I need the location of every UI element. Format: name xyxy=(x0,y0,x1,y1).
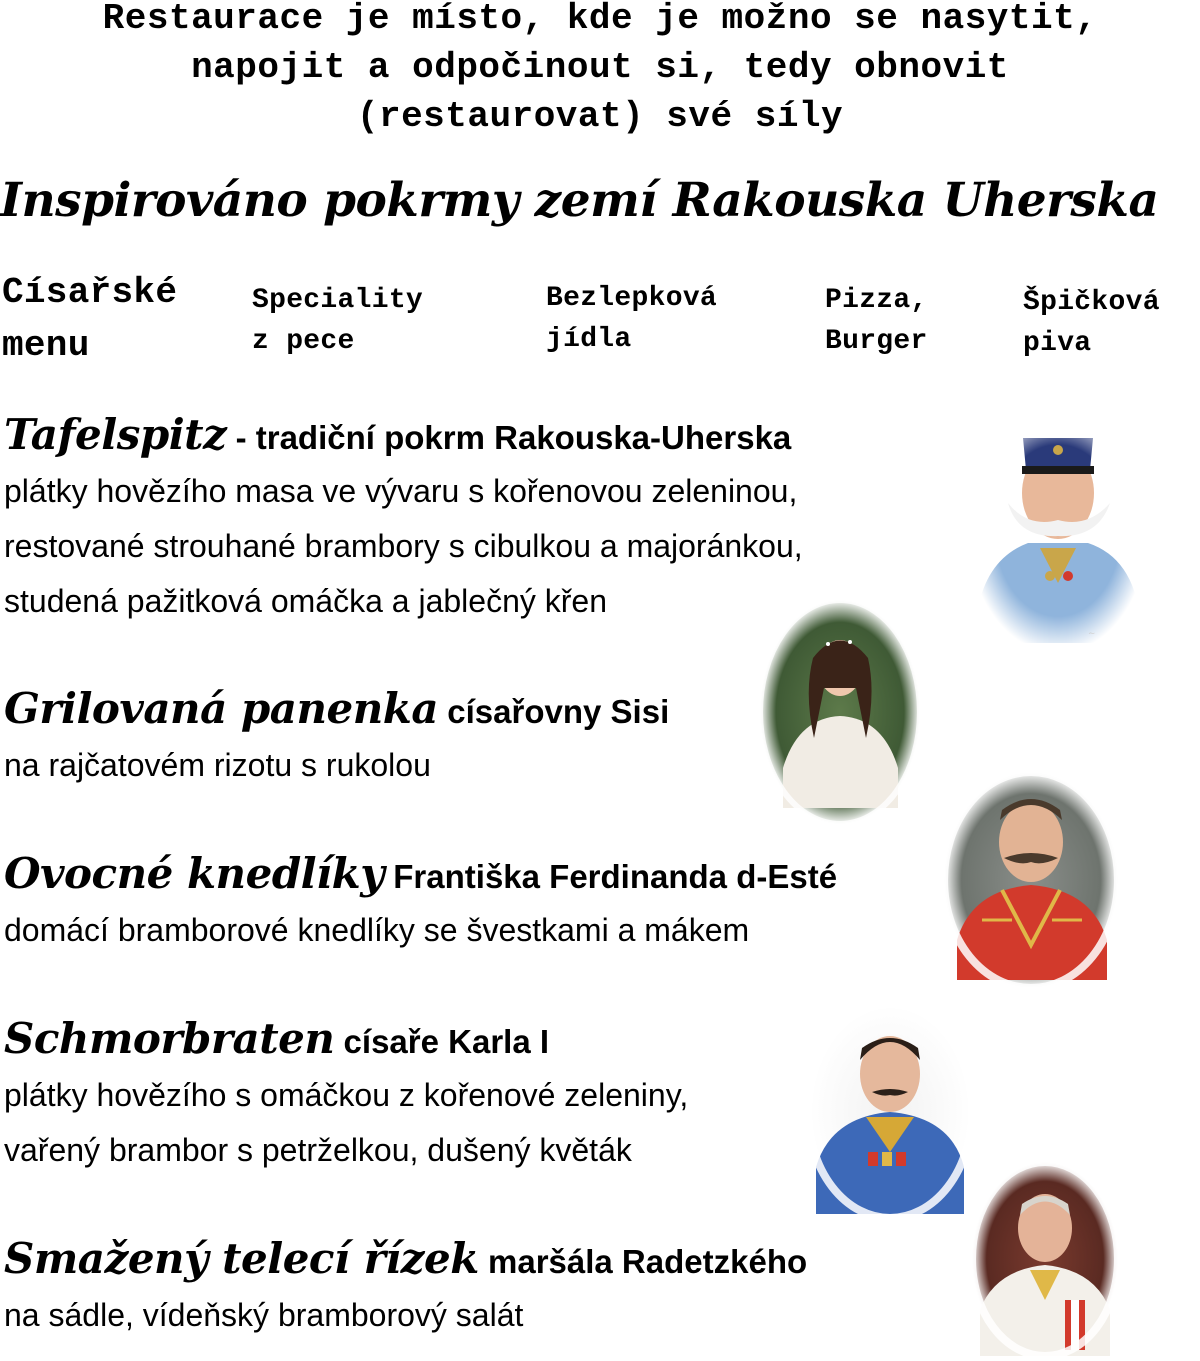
portrait-emperor-franz-joseph xyxy=(968,408,1148,653)
tagline-line-2: napojit a odpočinout si, tedy obnovit xyxy=(191,47,1009,88)
nav-link-line: Pizza, xyxy=(825,285,928,316)
dish-title xyxy=(4,1230,964,1288)
nav-link-cisarske-menu[interactable] xyxy=(2,266,177,372)
portrait-emperor-karl xyxy=(806,1002,974,1220)
dish-description-line: plátky hovězího s omáčkou z kořenové zeleniny, xyxy=(4,1077,689,1113)
dish-ovocne-knedliky xyxy=(4,845,964,958)
dish-subtitle: - tradiční pokrm Rakouska-Uherska xyxy=(226,419,792,456)
dish-description-line: na rajčatovém rizotu s rukolou xyxy=(4,747,431,783)
restaurant-tagline xyxy=(0,0,1200,141)
nav-link-line: menu xyxy=(2,325,90,366)
menu-navigation xyxy=(0,272,1200,372)
nav-link-spickova-piva[interactable] xyxy=(1023,282,1160,364)
portrait-archduke-image xyxy=(942,770,1120,990)
nav-link-line: Burger xyxy=(825,326,928,357)
nav-link-pizza-burger[interactable] xyxy=(825,280,928,362)
portrait-karl-image xyxy=(806,1002,974,1220)
dish-title xyxy=(4,406,964,464)
dish-name: Schmorbraten xyxy=(4,1014,335,1063)
nav-link-line: Císařské xyxy=(2,272,178,313)
nav-link-line: piva xyxy=(1023,328,1092,359)
nav-link-bezlepkova-jidla[interactable] xyxy=(546,278,717,360)
portrait-archduke-franz-ferdinand xyxy=(942,770,1120,990)
nav-link-line: Špičková xyxy=(1023,287,1160,318)
nav-link-speciality-z-pece[interactable] xyxy=(252,280,423,362)
portrait-empress-image xyxy=(758,598,922,826)
nav-link-line: jídla xyxy=(546,324,632,355)
dish-tafelspitz xyxy=(4,406,964,629)
nav-link-line: z pece xyxy=(252,326,355,357)
portrait-empress-sisi xyxy=(758,598,922,826)
dish-description-line: domácí bramborové knedlíky se švestkami a mákem xyxy=(4,912,750,948)
dish-description-line: na sádle, vídeňský bramborový salát xyxy=(4,1297,524,1333)
tagline-line-3: (restaurovat) své síly xyxy=(356,96,844,137)
nav-link-line: Speciality xyxy=(252,285,424,316)
dish-description-line: restované strouhané brambory s cibulkou a majoránkou, xyxy=(4,528,803,564)
dish-smazeny-teleci-rizek xyxy=(4,1230,964,1343)
dish-name: Ovocné knedlíky xyxy=(4,849,385,898)
page-heading: Inspirováno pokrmy zemí Rakouska Uherska xyxy=(0,173,1159,228)
portrait-radetzky-image xyxy=(970,1160,1120,1358)
dish-description-line: plátky hovězího masa ve vývaru s kořenovou zeleninou, xyxy=(4,473,798,509)
dish-title xyxy=(4,845,964,903)
portrait-marshal-radetzky xyxy=(970,1160,1120,1358)
dish-subtitle: císařovny Sisi xyxy=(438,693,670,730)
dish-subtitle: císaře Karla I xyxy=(334,1023,550,1060)
nav-link-line: Bezlepková xyxy=(546,283,718,314)
dish-name: Smažený telecí řízek xyxy=(4,1234,479,1283)
portrait-emperor-image xyxy=(968,408,1148,653)
dish-name: Grilovaná panenka xyxy=(4,684,439,733)
dish-name: Tafelspitz xyxy=(4,410,227,459)
tagline-line-1: Restaurace je místo, kde je možno se nasytit, xyxy=(102,0,1098,39)
dish-description-line: studená pažitková omáčka a jablečný křen xyxy=(4,583,608,619)
dish-subtitle: maršála Radetzkého xyxy=(478,1243,808,1280)
dish-subtitle: Františka Ferdinanda d-Esté xyxy=(384,858,838,895)
dish-description-line: vařený brambor s petrželkou, dušený květák xyxy=(4,1132,632,1168)
